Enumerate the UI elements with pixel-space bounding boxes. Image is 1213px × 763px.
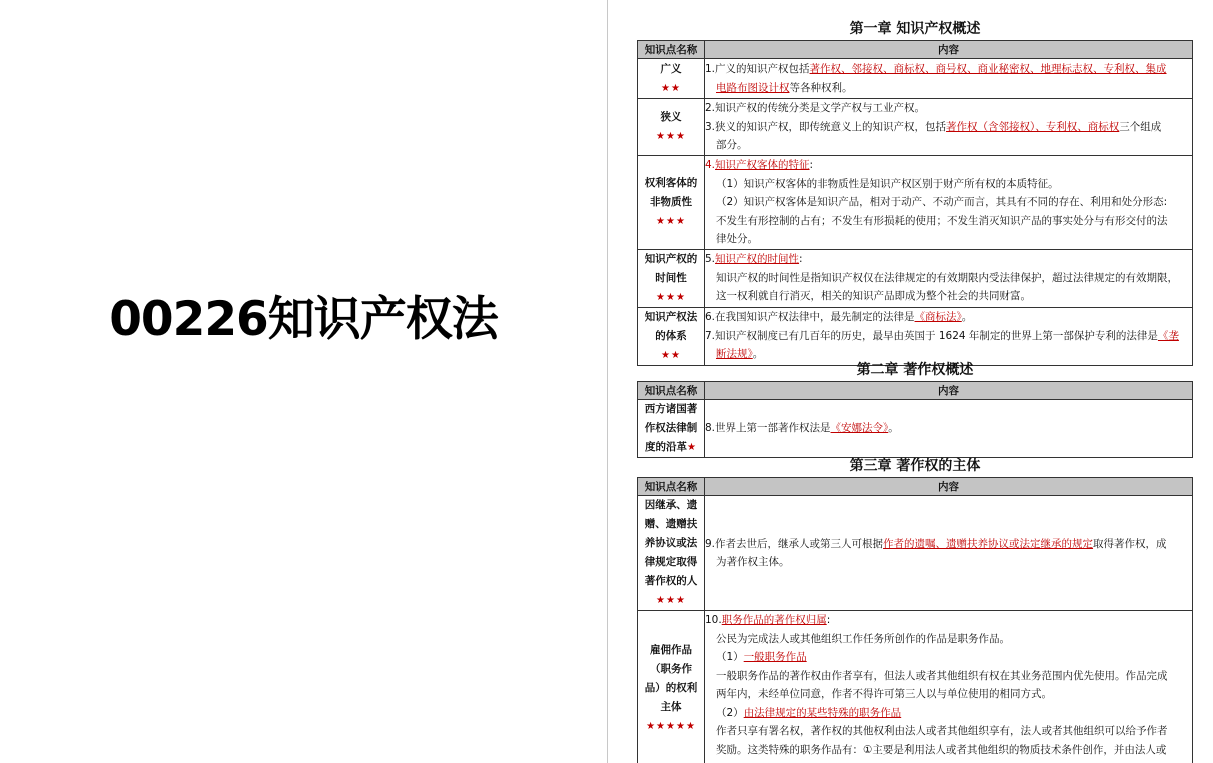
importance-stars: ★ bbox=[687, 442, 697, 453]
knowledge-point-content: 2.知识产权的传统分类是文学产权与工业产权。 3.狭义的知识产权，即传统意义上的知识产权，包括著作权（含邻接权）、专利权、商标权三个组成 部分。 bbox=[705, 99, 1193, 156]
notes-page bbox=[608, 0, 1213, 763]
table-header bbox=[638, 478, 1193, 496]
importance-stars: ★★★ bbox=[656, 215, 686, 227]
table-row bbox=[638, 59, 1193, 99]
key-term: 《安娜法令》 bbox=[830, 422, 889, 435]
importance-stars: ★★★★★ bbox=[646, 721, 696, 732]
table-header bbox=[638, 382, 1193, 400]
knowledge-point-content: 4.知识产权客体的特征: （1）知识产权客体的非物质性是知识产权区别于财产所有权的本质特征。 （2）知识产权客体是知识产品，相对于动产、不动产而言，其具有不同的存在、利用和处分形态: 不发生有形控制的占有；不发生有形损耗的使用；不发生消灭知识产品的事实处分与有形交付的法 律处分。 bbox=[705, 156, 1193, 250]
header-name: 知识点名称 bbox=[638, 478, 705, 496]
importance-stars: ★★ bbox=[661, 349, 681, 361]
knowledge-point-name: 知识产权的 时间性 ★★★ bbox=[638, 249, 705, 307]
cover-title: 00226知识产权法 bbox=[109, 292, 498, 347]
importance-stars: ★★ bbox=[661, 82, 681, 94]
key-term: 职务作品的著作权归属 bbox=[721, 614, 827, 626]
table-header bbox=[638, 41, 1193, 59]
key-term: 作者的遗嘱、遗赠扶养协议或法定继承的规定 bbox=[883, 537, 1094, 550]
table-row bbox=[638, 400, 1193, 458]
table-row bbox=[638, 249, 1193, 307]
header-name: 知识点名称 bbox=[638, 41, 705, 59]
key-term: 知识产权的时间性 bbox=[715, 253, 800, 266]
chapter-3-title: 第三章 著作权的主体 bbox=[849, 458, 981, 474]
knowledge-point-name: 权利客体的 非物质性 ★★★ bbox=[638, 156, 705, 250]
table-row bbox=[638, 496, 1193, 611]
importance-stars: ★★★ bbox=[656, 291, 686, 303]
knowledge-point-name: 雇佣作品 （职务作 品）的权利 主体 ★★★★★ bbox=[638, 611, 705, 763]
knowledge-point-content: 6.在我国知识产权法律中，最先制定的法律是《商标法》。 7.知识产权制度已有几百年的历史，最早由英国于 1624 年制定的世界上第一部保护专利的法律是《垄 断法规》。 bbox=[705, 307, 1193, 365]
key-term: 著作权、邻接权、商标权、商号权、商业秘密权、地理标志权、专利权、集成 bbox=[809, 63, 1167, 75]
key-term: 《商标法》 bbox=[914, 311, 962, 324]
chapter-3-table bbox=[637, 477, 1193, 763]
knowledge-point-name: 西方诸国著 作权法律制 度的沿革★ bbox=[638, 400, 705, 458]
key-term: 著作权（含邻接权）、专利权、商标权 bbox=[946, 120, 1120, 133]
knowledge-point-content: 5.知识产权的时间性: 知识产权的时间性是指知识产权仅在法律规定的有效期限内受法律保护，超过法律规定的有效期限， 这一权利就自行消灭，相关的知识产品即成为整个社会的共同财富。 bbox=[705, 249, 1193, 307]
header-content: 内容 bbox=[705, 478, 1193, 496]
table-row bbox=[638, 99, 1193, 156]
knowledge-point-content: 9.作者去世后，继承人或第三人可根据作者的遗嘱、遗赠扶养协议或法定继承的规定取得著作权，成 为著作权主体。 bbox=[705, 496, 1193, 611]
chapter-1-title: 第一章 知识产权概述 bbox=[849, 21, 981, 37]
header-content: 内容 bbox=[705, 382, 1193, 400]
knowledge-point-name: 因继承、遗 赠、遗赠扶 养协议或法 律规定取得 著作权的人 ★★★ bbox=[638, 496, 705, 611]
knowledge-point-name: 狭义 ★★★ bbox=[638, 99, 705, 156]
knowledge-point-name: 广义 ★★ bbox=[638, 59, 705, 99]
knowledge-point-content: 10.职务作品的著作权归属: 公民为完成法人或其他组织工作任务所创作的作品是职务作品。 （1）一般职务作品 一般职务作品的著作权由作者享有，但法人或者其他组织有权在其业务范围内优先使用。作品完成 两年内，未经单位同意，作者不得许可第三人以与单位使用的相同方式。 （2）由法律规定的某些特殊的职务作品 作者只享有署名权，著作权的其他权利由法人或者其他组织享有，法人或者其他组织可以给予作者 奖励。这类特殊的职务作品有：①主要是利用法人或者其他组织的物质技术条件创作，并由法人或 bbox=[705, 611, 1193, 763]
importance-stars: ★★★ bbox=[656, 595, 686, 606]
key-term: 一般职务作品 bbox=[743, 651, 807, 663]
table-row bbox=[638, 307, 1193, 365]
knowledge-point-name: 知识产权法 的体系 ★★ bbox=[638, 307, 705, 365]
header-content: 内容 bbox=[705, 41, 1193, 59]
chapter-2-title: 第二章 著作权概述 bbox=[856, 362, 974, 378]
key-term: 《垄 bbox=[1157, 329, 1179, 342]
header-name: 知识点名称 bbox=[638, 382, 705, 400]
key-term: 由法律规定的某些特殊的职务作品 bbox=[743, 706, 902, 719]
chapter-2-table bbox=[637, 381, 1193, 458]
knowledge-point-content: 1.广义的知识产权包括著作权、邻接权、商标权、商号权、商业秘密权、地理标志权、专利权、集成 电路布图设计权等各种权利。 bbox=[705, 59, 1193, 99]
key-term: 知识产权客体的特征 bbox=[715, 159, 810, 171]
key-term: 断法规》 bbox=[716, 348, 753, 361]
importance-stars: ★★★ bbox=[656, 131, 686, 142]
table-row bbox=[638, 156, 1193, 250]
key-term: 电路布图设计权 bbox=[716, 81, 790, 94]
knowledge-point-content: 8.世界上第一部著作权法是《安娜法令》。 bbox=[705, 400, 1193, 458]
table-row bbox=[638, 611, 1193, 763]
chapter-1-table bbox=[637, 40, 1193, 366]
